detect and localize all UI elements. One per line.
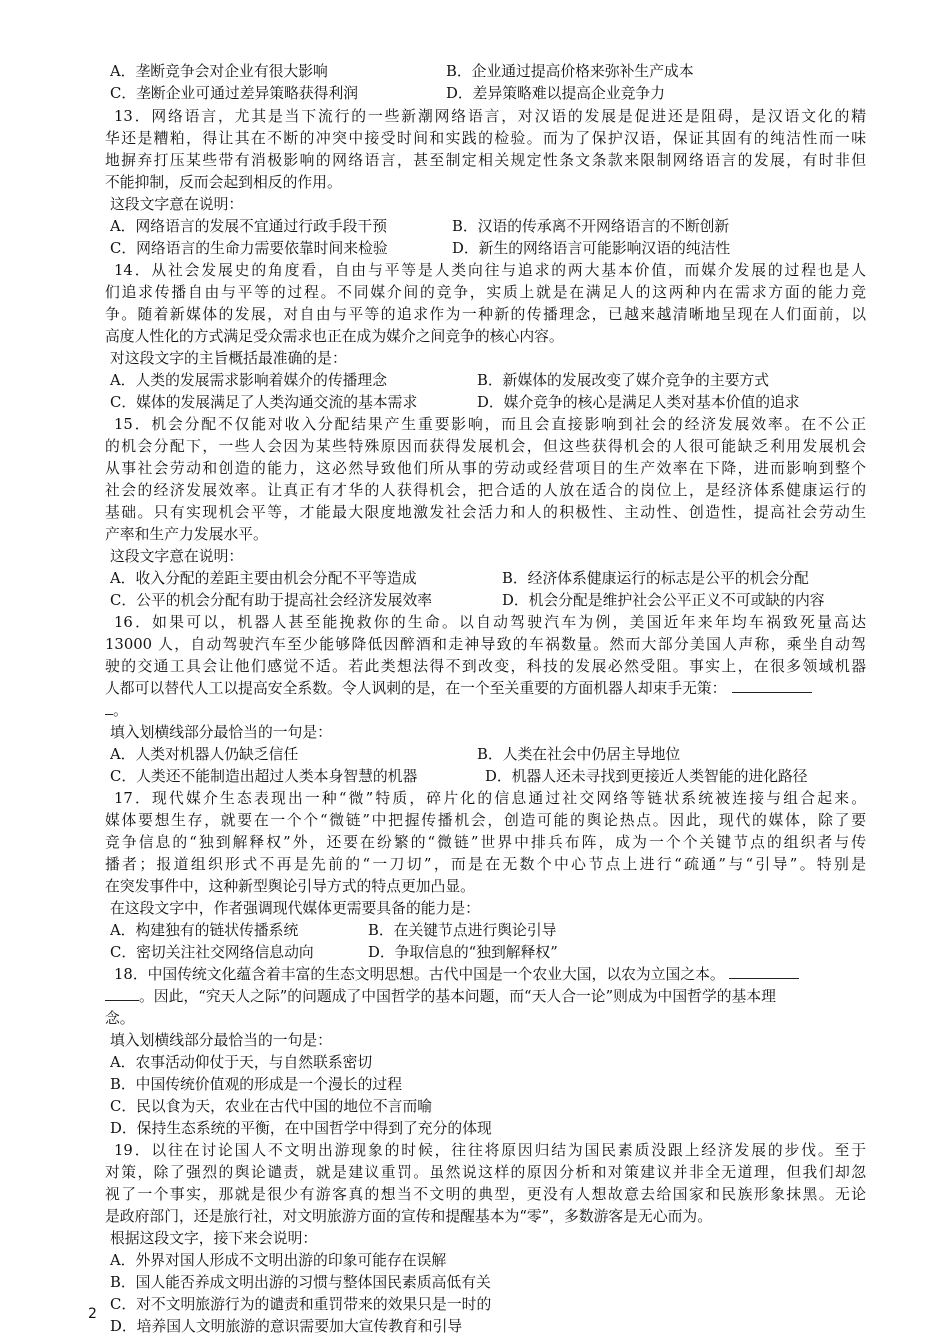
- q16-option-c: C．人类还不能制造出超过人类本身智慧的机器: [110, 768, 418, 785]
- q17-line-4: 播者；报道组织形式不再是先前的“一刀切”，而是在无数个中心节点上进行“疏通”与“引导”。特别是: [105, 856, 866, 873]
- q16-prompt: 填入划横线部分最恰当的一句是：: [110, 724, 332, 741]
- q16-line-2: 13000 人，自动驾驶汽车至少能够降低因醉酒和走神导致的车祸数量。然而大部分美国人声称，乘坐自动驾: [105, 636, 866, 653]
- q12-option-c: C．垄断企业可通过差异策略获得利润: [110, 85, 359, 102]
- q18-answer-blank-cont: [105, 986, 139, 1001]
- q14-option-a: A．人类的发展需求影响着媒介的传播理念: [110, 372, 388, 389]
- q15-option-d: D．机会分配是维护社会公平正义不可或缺的内容: [502, 592, 825, 609]
- q13-line-3: 地摒弃打压某些带有消极影响的网络语言，甚至制定相关规定性条文条款来限制网络语言的发展，有时非但: [105, 152, 866, 169]
- q14-option-c: C．媒体的发展满足了人类沟通交流的基本需求: [110, 394, 418, 411]
- q16-line-4: [105, 678, 812, 700]
- q18-line-1-text: 18．中国传统文化蕴含着丰富的生态文明思想。古代中国是一个农业大国，以农为立国之本。: [114, 966, 725, 983]
- q16-option-d: D．机器人还未寻找到更接近人类智能的进化路径: [485, 768, 808, 785]
- q14-option-b: B．新媒体的发展改变了媒介竞争的主要方式: [477, 372, 770, 389]
- q18-answer-blank: [729, 964, 799, 979]
- q16-line-5: [105, 700, 128, 722]
- q18-line-2: [105, 986, 776, 1008]
- q14-line-4: 高度人性化的方式满足受众需求也正在成为媒介之间竞争的核心内容。: [105, 328, 564, 345]
- q15-line-1: 15．机会分配不仅能对收入分配结果产生重要影响，而且会直接影响到社会的经济发展效率。在不公正: [114, 416, 866, 433]
- q16-line-3: 驶的交通工具会让他们感觉不适。若此类想法得不到改变，科技的发展必然受阻。事实上，在很多领域机器: [105, 658, 866, 675]
- q19-option-a: A．外界对国人形成不文明出游的印象可能存在误解: [110, 1252, 447, 1269]
- q14-line-2: 们追求传播自由与平等的过程。不同媒介间的竞争，实质上就是在满足人的这两种内在需求方面的能力竞: [105, 284, 866, 301]
- q15-line-4: 社会的经济发展效率。让真正有才华的人获得机会，把合适的人放在适合的岗位上，是经济体系健康运行的: [105, 482, 866, 499]
- q14-prompt: 对这段文字的主旨概括最准确的是：: [110, 350, 347, 367]
- q17-line-2: 媒体要想生存，就要在一个个“微链”中把握传播机会，创造可能的舆论热点。因此，现代的媒体，除了要: [105, 812, 866, 829]
- q16-option-a: A．人类对机器人仍缺乏信任: [110, 746, 299, 763]
- q18-option-c: C．民以食为天，农业在古代中国的地位不言而喻: [110, 1098, 433, 1115]
- q19-prompt: 根据这段文字，接下来会说明：: [110, 1230, 318, 1247]
- q19-line-4: 是政府部门，还是旅行社，对文明旅游方面的宣传和提醒基本为“零”，多数游客是无心而为。: [105, 1208, 713, 1225]
- q17-option-d: D．争取信息的“独到解释权”: [368, 944, 558, 961]
- q16-answer-blank: [732, 678, 812, 693]
- q13-line-4: 不能抑制，反而会起到相反的作用。: [105, 174, 342, 191]
- q17-line-3: 竞争信息的“独到解释权”外，还要在纷繁的“微链”世界中排兵布阵，成为一个个关键节点的组织者与传: [105, 834, 866, 851]
- q13-option-a: A．网络语言的发展不宜通过行政手段干预: [110, 218, 388, 235]
- q15-line-2: 的机会分配下，一些人会因为某些特殊原因而获得发展机会，但这些获得机会的人很可能缺乏利用发展机会: [105, 438, 866, 455]
- q17-prompt: 在这段文字中，作者强调现代媒体更需要具备的能力是：: [110, 900, 480, 917]
- q17-option-a: A．构建独有的链状传播系统: [110, 922, 299, 939]
- q16-option-b: B．人类在社会中仍居主导地位: [477, 746, 681, 763]
- q13-option-d: D．新生的网络语言可能影响汉语的纯洁性: [452, 240, 731, 257]
- q18-option-b: B．中国传统价值观的形成是一个漫长的过程: [110, 1076, 403, 1093]
- q18-line-1: [114, 964, 799, 986]
- q15-line-5: 基础。只有实现机会平等，才能最大限度地激发社会活力和人的积极性、主动性、创造性，提高社会劳动生: [105, 504, 866, 521]
- q13-line-1: 13．网络语言，尤其是当下流行的一些新潮网络语言，对汉语的发展是促进还是阻碍，是汉语文化的精: [114, 108, 866, 125]
- q13-line-2: 华还是糟粕，得让其在不断的冲突中接受时间和实践的检验。而为了保护汉语，保证其固有的纯洁性而一味: [105, 130, 866, 147]
- q14-line-3: 争。随着新媒体的发展，对自由与平等的追求作为一种新的传播理念，已越来越清晰地呈现在人们面前，以: [105, 306, 866, 323]
- q15-prompt: 这段文字意在说明：: [110, 548, 244, 565]
- q19-line-3: 视了一个事实，那就是很少有游客真的想当不文明的典型，更没有人想故意去给国家和民族形象抹黑。无论: [105, 1186, 866, 1203]
- q19-option-c: C．对不文明旅游行为的谴责和重罚带来的效果只是一时的: [110, 1296, 492, 1313]
- q15-option-a: A．收入分配的差距主要由机会分配不平等造成: [110, 570, 417, 587]
- q18-option-a: A．农事活动仰仗于天，与自然联系密切: [110, 1054, 373, 1071]
- q18-prompt: 填入划横线部分最恰当的一句是：: [110, 1032, 332, 1049]
- q17-option-b: B．在关键节点进行舆论引导: [368, 922, 557, 939]
- q16-answer-blank-cont: [105, 700, 113, 715]
- q15-option-b: B．经济体系健康运行的标志是公平的机会分配: [502, 570, 809, 587]
- q18-option-d: D．保持生态系统的平衡，在中国哲学中得到了充分的体现: [110, 1120, 492, 1137]
- q13-option-b: B．汉语的传承离不开网络语言的不断创新: [452, 218, 730, 235]
- q15-option-c: C．公平的机会分配有助于提高社会经济发展效率: [110, 592, 433, 609]
- q19-option-d: D．培养国人文明旅游的意识需要加大宣传教育和引导: [110, 1318, 463, 1335]
- q15-line-3: 从事社会劳动和创造的能力，这必然导致他们所从事的劳动或经营项目的生产效率在下降，进而影响到整个: [105, 460, 866, 477]
- q18-line-3: 念。: [105, 1010, 135, 1027]
- q17-option-c: C．密切关注社交网络信息动向: [110, 944, 314, 961]
- q18-line-2-text: 。因此，“究天人之际”的问题成了中国哲学的基本问题，而“天人合一论”则成为中国哲学的基本理: [139, 988, 776, 1005]
- q19-line-2: 对策，除了强烈的舆论谴责，就是建议重罚。虽然说这样的原因分析和对策建议并非全无道理，但我们却忽: [105, 1164, 866, 1181]
- q12-option-b: B．企业通过提高价格来弥补生产成本: [446, 63, 694, 80]
- q16-line-5-text: 。: [113, 702, 128, 719]
- q12-option-a: A．垄断竞争会对企业有很大影响: [110, 63, 328, 80]
- q15-line-6: 产率和生产力发展水平。: [105, 526, 268, 543]
- q17-line-5: 在突发事件中，这种新型舆论引导方式的特点更加凸显。: [105, 878, 475, 895]
- q17-line-1: 17．现代媒介生态表现出一种“微”特质，碎片化的信息通过社交网络等链状系统被连接与组合起来。: [114, 790, 866, 807]
- q14-line-1: 14．从社会发展史的角度看，自由与平等是人类向往与追求的两大基本价值，而媒介发展的过程也是人: [114, 262, 866, 279]
- q14-option-d: D．媒介竞争的核心是满足人类对基本价值的追求: [477, 394, 800, 411]
- q13-prompt: 这段文字意在说明：: [110, 196, 244, 213]
- q12-option-d: D．差异策略难以提高企业竞争力: [446, 85, 666, 102]
- page-number: 2: [88, 1306, 97, 1322]
- q13-option-c: C．网络语言的生命力需要依靠时间来检验: [110, 240, 388, 257]
- q16-line-4-text: 人都可以替代人工以提高安全系数。令人讽刺的是，在一个至关重要的方面机器人却束手无策：: [105, 680, 727, 697]
- q16-line-1: 16．如果可以，机器人甚至能挽救你的生命。以自动驾驶汽车为例，美国近年来年均车祸致死量高达: [114, 614, 866, 631]
- q19-line-1: 19．以往在讨论国人不文明出游现象的时候，往往将原因归结为国民素质没跟上经济发展的步伐。至于: [114, 1142, 866, 1159]
- q19-option-b: B．国人能否养成文明出游的习惯与整体国民素质高低有关: [110, 1274, 491, 1291]
